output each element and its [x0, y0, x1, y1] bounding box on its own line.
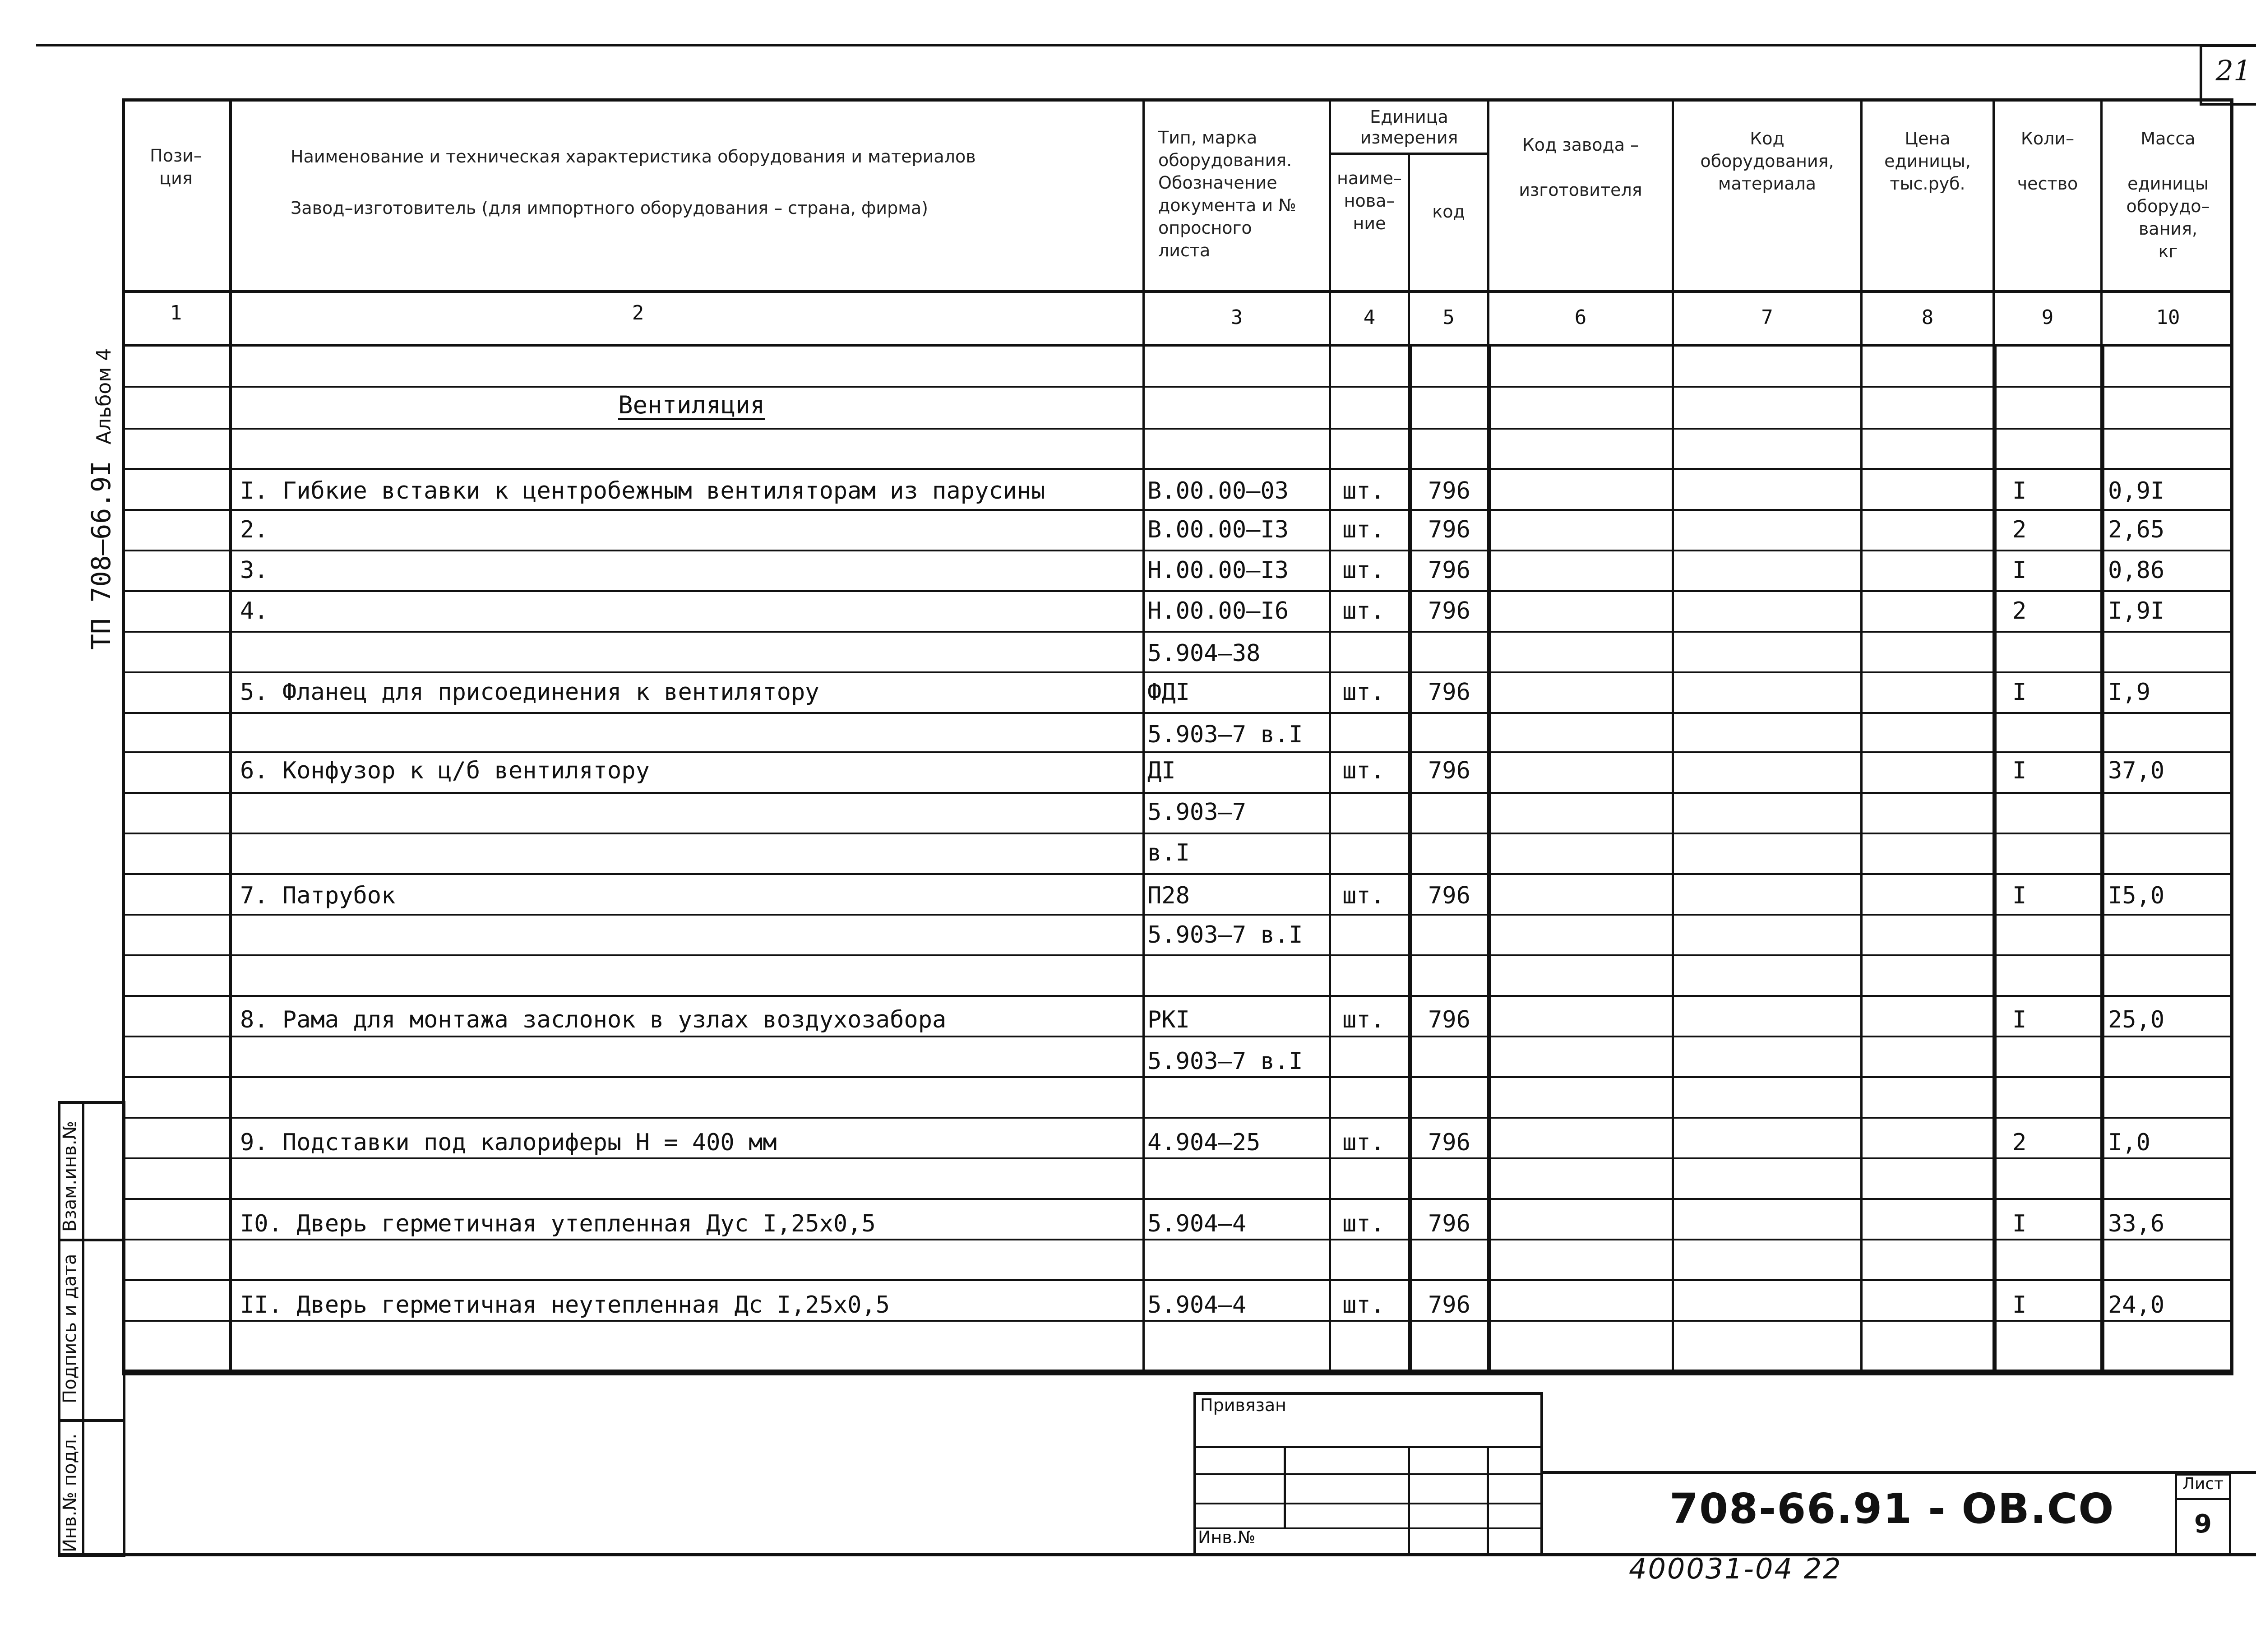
header-unit-code: код — [1432, 202, 1465, 222]
row-line — [122, 1036, 2233, 1037]
album-label: Альбом 4 — [92, 348, 116, 444]
row-line — [122, 1239, 2233, 1240]
title-block-top — [1543, 1471, 2256, 1474]
row-mass: 33,6 — [2108, 1210, 2165, 1237]
row-line — [122, 509, 2233, 511]
row-unit-code: 796 — [1428, 1210, 1470, 1237]
row-unit: шт. — [1342, 597, 1385, 625]
row-mass: I,9 — [2108, 679, 2150, 706]
row-line — [122, 468, 2233, 470]
row-type-mark: 5.904–38 — [1147, 640, 1261, 667]
row-quantity: 2 — [2012, 597, 2027, 625]
row-type-mark: П28 — [1147, 882, 1190, 909]
row-line — [122, 712, 2233, 714]
row-type-mark: Н.00.00–I6 — [1147, 597, 1289, 625]
row-type-mark: 5.904–4 — [1147, 1210, 1247, 1237]
row-item-name: II. Дверь герметичная неутепленная Дс I,25х0,5 — [240, 1291, 890, 1319]
top-border-line — [36, 44, 2256, 46]
header-plant-code: Код завода – изготовителя — [1519, 135, 1642, 200]
column-number: 7 — [1761, 306, 1773, 329]
row-line — [122, 995, 2233, 997]
header-equipment-code: Код оборудования, материала — [1700, 129, 1834, 194]
row-unit: шт. — [1342, 679, 1385, 706]
row-unit-code: 796 — [1428, 1006, 1470, 1033]
row-type-mark: 5.903–7 — [1147, 799, 1247, 826]
header-unit-mass: Масса единицы оборудо– вания, кг — [2126, 129, 2210, 261]
document-designation: 708-66.91 - ОВ.СО — [1669, 1485, 2115, 1533]
column-number: 3 — [1230, 306, 1243, 329]
left-stamp-divider — [82, 1101, 84, 1557]
col-line-1 — [229, 98, 232, 1375]
side-doc-code: ТП 708–66.9I — [86, 460, 116, 650]
row-mass: 2,65 — [2108, 516, 2165, 543]
row-item-name: 7. Патрубок — [240, 882, 396, 909]
col-line-6 — [1672, 98, 1674, 1375]
row-line — [122, 1320, 2233, 1322]
qty-column-right-bold — [2100, 344, 2104, 1373]
row-line — [122, 428, 2233, 430]
left-stamp-row-divider — [58, 1239, 125, 1241]
row-unit: шт. — [1342, 1210, 1385, 1237]
row-line — [122, 631, 2233, 633]
colnum-bottom-line — [122, 344, 2233, 347]
row-unit-code: 796 — [1428, 516, 1470, 543]
row-quantity: I — [2012, 882, 2027, 909]
row-line — [122, 550, 2233, 551]
row-line — [122, 1157, 2233, 1159]
row-unit-code: 796 — [1428, 757, 1470, 784]
row-quantity: I — [2012, 757, 2027, 784]
row-unit-code: 796 — [1428, 1129, 1470, 1156]
bound-stamp-vline — [1408, 1446, 1410, 1555]
col-line-7 — [1860, 98, 1863, 1375]
row-line — [122, 1117, 2233, 1119]
bound-stamp-line — [1193, 1446, 1543, 1448]
row-type-mark: В.00.00–03 — [1147, 477, 1289, 504]
row-type-mark: В.00.00–I3 — [1147, 516, 1289, 543]
row-item-name: 5. Фланец для присоединения к вентилятору — [240, 679, 819, 706]
header-name-line1: Наименование и техническая характеристика оборудования и материалов — [291, 147, 976, 167]
header-bottom-line — [122, 290, 2233, 293]
row-mass: 37,0 — [2108, 757, 2165, 784]
row-quantity: I — [2012, 679, 2027, 706]
column-number: 6 — [1574, 306, 1587, 329]
column-number: 4 — [1363, 306, 1376, 329]
row-line — [122, 671, 2233, 673]
inv-original-label: Инв.№ подл. — [60, 1433, 80, 1552]
row-mass: 0,9I — [2108, 477, 2165, 504]
section-title: Вентиляция — [618, 391, 765, 419]
row-quantity: I — [2012, 1210, 2027, 1237]
row-line — [122, 833, 2233, 834]
qty-column-left-bold — [1992, 344, 1997, 1373]
row-unit-code: 796 — [1428, 679, 1470, 706]
row-item-name: 6. Конфузор к ц/б вентилятору — [240, 757, 650, 784]
row-item-name: 8. Рама для монтажа заслонок в узлах воздухозабора — [240, 1006, 947, 1033]
column-number: 1 — [170, 301, 182, 324]
column-number: 10 — [2156, 306, 2180, 329]
row-mass: I5,0 — [2108, 882, 2165, 909]
bound-label: Привязан — [1200, 1395, 1286, 1415]
sheet-number: 9 — [2194, 1509, 2212, 1539]
header-quantity: Коли– чество — [2017, 129, 2078, 194]
row-unit: шт. — [1342, 1006, 1385, 1033]
left-stamp-row-divider — [58, 1419, 125, 1422]
col-line-2 — [1142, 98, 1145, 1375]
row-line — [122, 1076, 2233, 1078]
row-mass: 25,0 — [2108, 1006, 2165, 1033]
row-item-name: 9. Подставки под калориферы Н = 400 мм — [240, 1129, 777, 1156]
row-line — [122, 590, 2233, 592]
row-line — [122, 873, 2233, 875]
row-type-mark: ДI — [1147, 757, 1176, 784]
column-number: 8 — [1921, 306, 1934, 329]
row-unit-code: 796 — [1428, 557, 1470, 584]
row-unit: шт. — [1342, 1291, 1385, 1319]
column-number: 9 — [2041, 306, 2054, 329]
row-line — [122, 751, 2233, 753]
row-mass: 0,86 — [2108, 557, 2165, 584]
bound-stamp-line — [1193, 1503, 1543, 1504]
row-unit: шт. — [1342, 757, 1385, 784]
header-name-line2: Завод–изготовитель (для импортного оборудования – страна, фирма) — [291, 198, 928, 218]
row-type-mark: ФДI — [1147, 679, 1190, 706]
row-quantity: I — [2012, 1006, 2027, 1033]
sign-date-label: Подпись и дата — [60, 1254, 80, 1403]
header-type: Тип, марка оборудования. Обозначение документа и № опросного листа — [1158, 128, 1296, 260]
row-quantity: I — [2012, 1291, 2027, 1319]
row-quantity: I — [2012, 477, 2027, 504]
row-mass: 24,0 — [2108, 1291, 2165, 1319]
row-quantity: 2 — [2012, 516, 2027, 543]
header-unit-group: Единица измерения — [1360, 107, 1458, 148]
row-mass: I,9I — [2108, 597, 2165, 625]
row-line — [122, 914, 2233, 916]
row-unit: шт. — [1342, 477, 1385, 504]
row-type-mark: РКI — [1147, 1006, 1190, 1033]
code-column-right-bold — [1487, 344, 1491, 1373]
row-unit-code: 796 — [1428, 597, 1470, 625]
row-type-mark: 5.903–7 в.I — [1147, 921, 1303, 949]
sheet-label: Лист — [2182, 1475, 2224, 1493]
inv-replace-label: Взам.инв.№ — [60, 1120, 80, 1232]
bound-stamp-line — [1193, 1473, 1543, 1475]
row-item-name: 3. — [240, 557, 268, 584]
inv-number-label: Инв.№ — [1198, 1527, 1256, 1547]
header-unit-name: наиме– нова– ние — [1337, 168, 1402, 233]
code-column-left-bold — [1408, 344, 1412, 1373]
row-item-name: 4. — [240, 597, 268, 625]
row-type-mark: 5.904–4 — [1147, 1291, 1247, 1319]
row-unit: шт. — [1342, 1129, 1385, 1156]
row-unit-code: 796 — [1428, 882, 1470, 909]
row-type-mark: 5.903–7 в.I — [1147, 721, 1303, 748]
sheet-box-divider — [2175, 1498, 2231, 1500]
column-number: 2 — [632, 301, 644, 324]
row-type-mark: Н.00.00–I3 — [1147, 557, 1289, 584]
corner-sheet-number: 21 — [2215, 54, 2251, 87]
row-item-name: I. Гибкие вставки к центробежным вентиляторам из парусины — [240, 477, 1045, 504]
row-unit: шт. — [1342, 882, 1385, 909]
row-mass: I,0 — [2108, 1129, 2150, 1156]
row-line — [122, 1279, 2233, 1281]
data-bottom-line — [122, 1370, 2233, 1373]
header-unit-price: Цена единицы, тыс.руб. — [1884, 129, 1971, 194]
row-line — [122, 386, 2233, 388]
bottom-frame-line — [58, 1553, 2256, 1556]
row-quantity: 2 — [2012, 1129, 2027, 1156]
bound-stamp-vline — [1284, 1446, 1286, 1527]
row-unit: шт. — [1342, 557, 1385, 584]
row-line — [122, 1198, 2233, 1200]
archive-number: 400031-04 22 — [1629, 1552, 1842, 1585]
row-quantity: I — [2012, 557, 2027, 584]
row-unit-code: 796 — [1428, 1291, 1470, 1319]
row-unit: шт. — [1342, 516, 1385, 543]
row-line — [122, 954, 2233, 956]
row-item-name: I0. Дверь герметичная утепленная Дус I,25х0,5 — [240, 1210, 876, 1237]
row-line — [122, 792, 2233, 794]
row-type-mark: в.I — [1147, 839, 1190, 866]
bound-stamp-vline — [1487, 1446, 1489, 1555]
col-line-3 — [1329, 98, 1331, 1375]
row-type-mark: 4.904–25 — [1147, 1129, 1261, 1156]
row-item-name: 2. — [240, 516, 268, 543]
row-type-mark: 5.903–7 в.I — [1147, 1048, 1303, 1075]
header-position: Пози– ция — [150, 146, 202, 188]
row-unit-code: 796 — [1428, 477, 1470, 504]
column-number: 5 — [1442, 306, 1455, 329]
